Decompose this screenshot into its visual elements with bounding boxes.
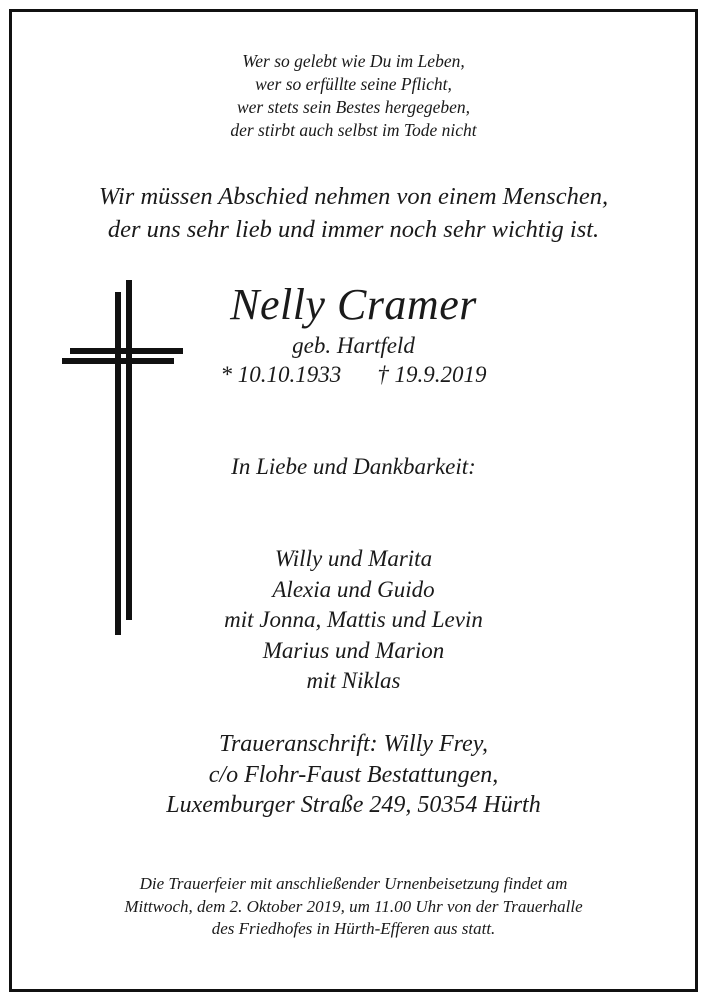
service-line: Die Trauerfeier mit anschließender Urnenbeisetzung findet am <box>139 874 568 893</box>
mourner-line: Marius und Marion <box>262 637 445 663</box>
mourner-line: mit Jonna, Mattis und Levin <box>224 607 483 632</box>
address-line: Traueranschrift: Willy Frey, <box>218 731 489 757</box>
verse-line: wer stets sein Bestes hergegeben, <box>236 97 471 117</box>
birth-date: * 10.10.1933 <box>220 362 342 387</box>
farewell-line: der uns sehr lieb und immer noch sehr wichtig ist. <box>107 216 600 243</box>
life-dates <box>0 361 707 389</box>
mourners-list <box>0 544 707 697</box>
mourner-line: Willy und Marita <box>274 546 433 571</box>
thanks-heading: In Liebe und Dankbarkeit: <box>231 454 476 479</box>
maiden-name: geb. Hartfeld <box>292 333 415 358</box>
farewell-statement <box>0 180 707 246</box>
address-line: Luxemburger Straße 249, 50354 Hürth <box>166 792 541 818</box>
verse-line: der stirbt auch selbst im Tode nicht <box>230 120 477 140</box>
condolence-address <box>0 729 707 821</box>
service-details <box>0 873 707 941</box>
memorial-verse <box>0 50 707 142</box>
deceased-name: Nelly Cramer <box>230 280 477 329</box>
farewell-line: Wir müssen Abschied nehmen von einem Menschen, <box>98 183 609 210</box>
verse-line: wer so erfüllte seine Pflicht, <box>255 74 452 94</box>
address-line: c/o Flohr-Faust Bestattungen, <box>208 761 499 788</box>
service-line: Mittwoch, dem 2. Oktober 2019, um 11.00 Uhr von der Trauerhalle <box>124 896 583 916</box>
mourner-line: Alexia und Guido <box>272 576 435 602</box>
service-line: des Friedhofes in Hürth-Efferen aus statt. <box>211 919 496 938</box>
death-date: † 19.9.2019 <box>377 362 487 387</box>
verse-line: Wer so gelebt wie Du im Leben, <box>242 51 465 71</box>
mourner-line: mit Niklas <box>306 668 401 693</box>
